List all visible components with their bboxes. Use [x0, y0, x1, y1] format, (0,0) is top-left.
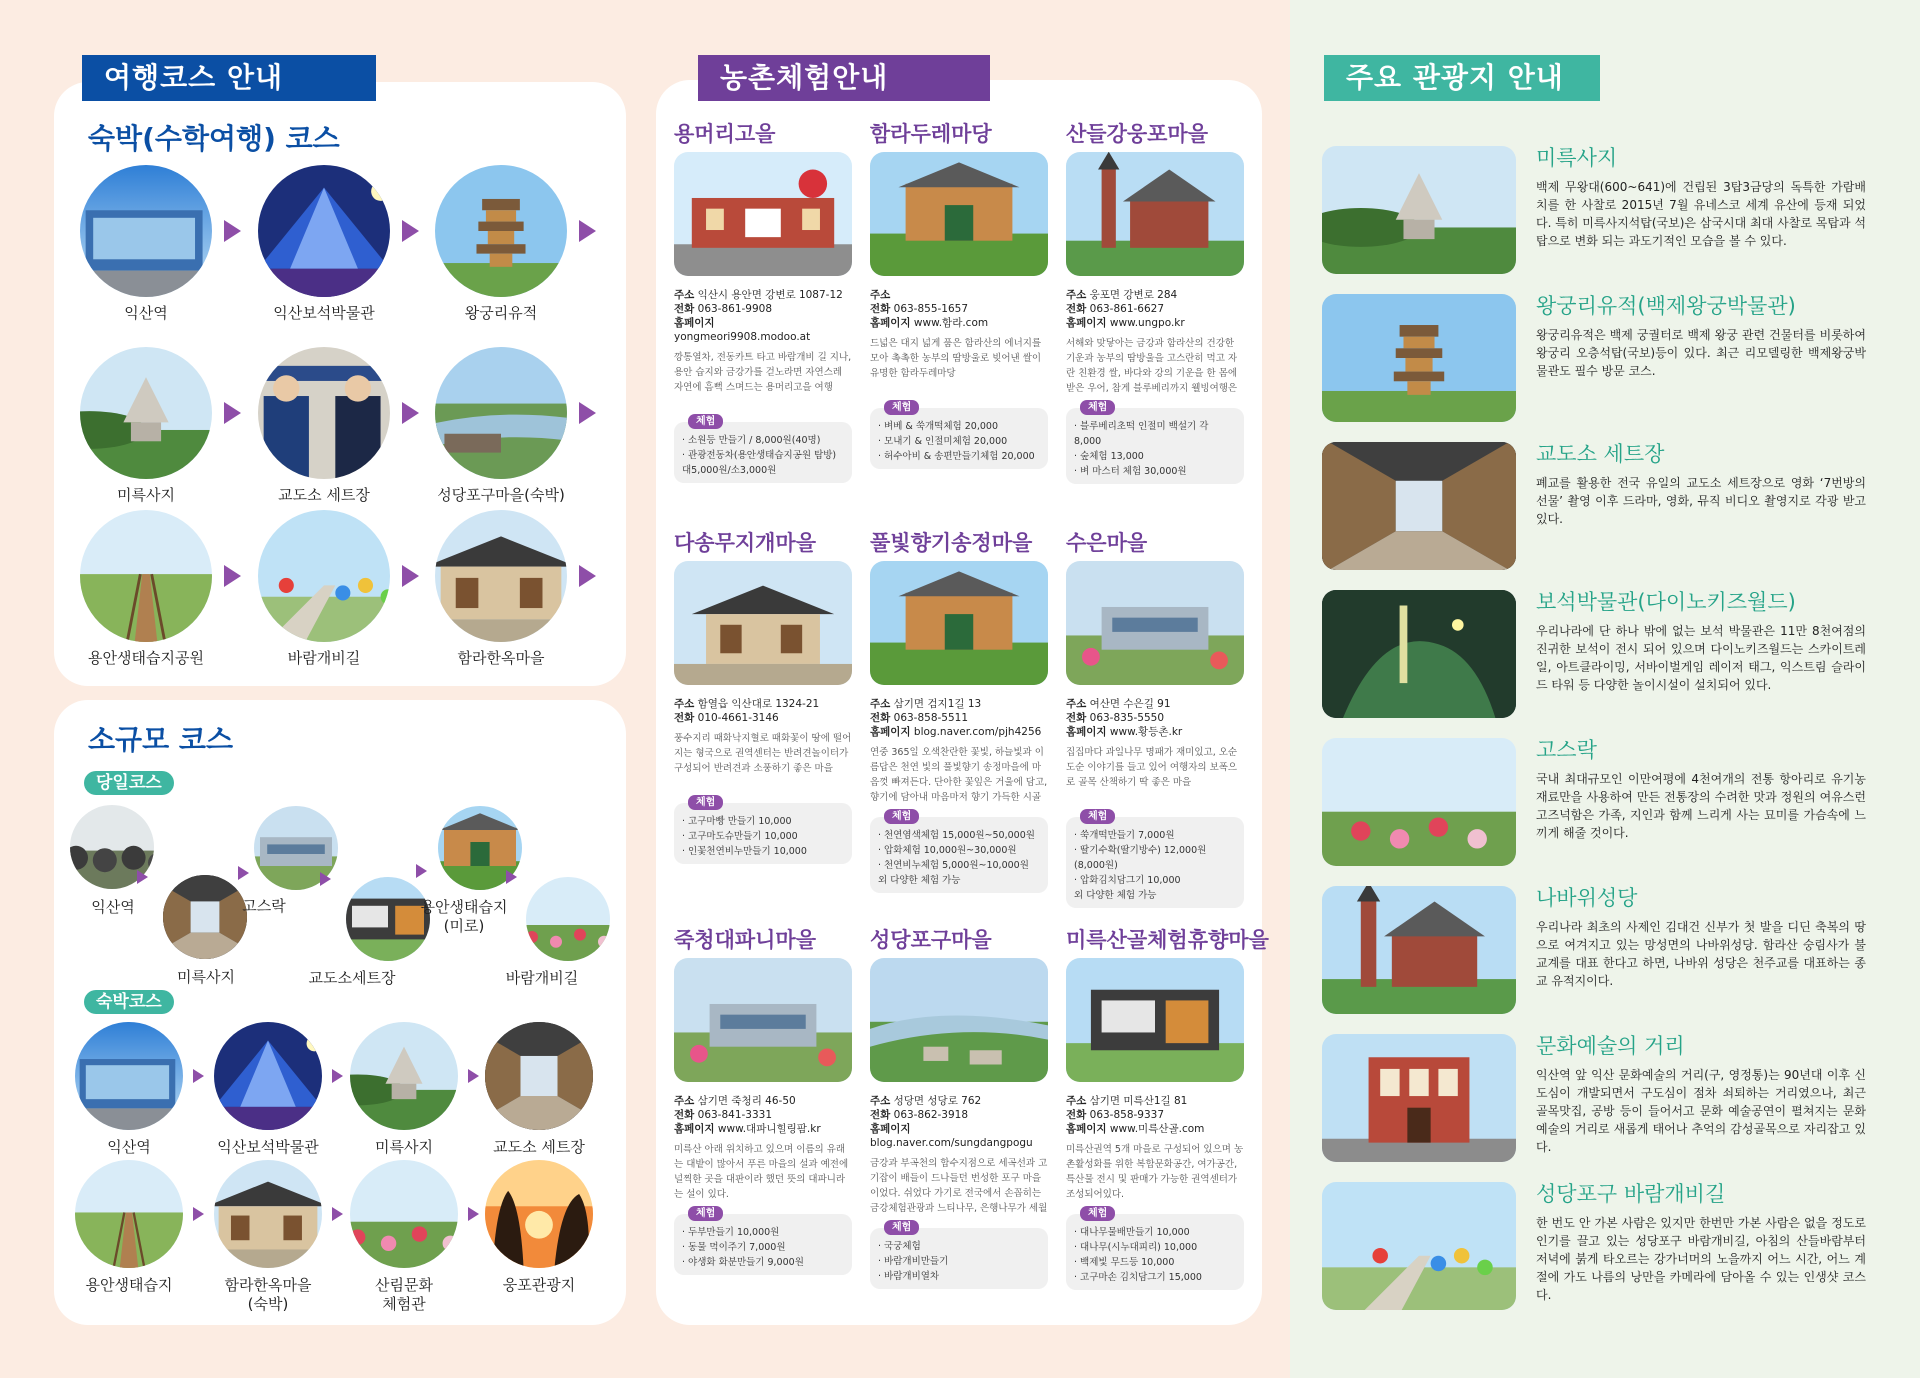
experience-item: · 인꽃천연비누만들기 10,000 [682, 846, 807, 857]
village-address: 주소 [870, 289, 891, 301]
village-website: 홈페이지 yongmeori9908.modoo.at [674, 317, 811, 343]
route-arrow [579, 402, 596, 424]
overnight-stop-7-photo [80, 510, 212, 642]
experience-item: · 벼 마스터 체험 30,000원 [1074, 466, 1187, 477]
route-arrow [320, 872, 331, 886]
village-card [1066, 120, 1244, 484]
course-section-title: 여행코스 안내 [82, 55, 376, 101]
village-website: 홈페이지 blog.naver.com/sungdangpogu [870, 1123, 1033, 1149]
experience-item: · 압화김치담그기 10,000 [1074, 875, 1181, 886]
route-arrow [224, 565, 241, 587]
experience-item: · 천연염색체험 15,000원~50,000원 [878, 830, 1035, 841]
stay-stop-6-photo [214, 1160, 322, 1268]
experience-item: · 야생화 화분만들기 9,000원 [682, 1257, 804, 1268]
route-arrow [224, 220, 241, 242]
village-card [674, 529, 852, 864]
village-info [674, 288, 852, 344]
village-info [870, 697, 1048, 739]
village-photo [1066, 958, 1244, 1082]
day-stop-6-label: 바람개비길 [505, 969, 579, 987]
sight-description: 폐교를 활용한 전국 유일의 교도소 세트장으로 영화 ‘7번방의 선물’ 촬영 이후 드라마, 영화, 뮤직 비디오 촬영지로 각광 받고 있다. [1536, 476, 1866, 526]
sight-name: 미륵사지 [1536, 146, 1618, 170]
village-phone: 전화 063-855-1657 [870, 303, 969, 315]
overnight-stop-2-photo [258, 165, 390, 297]
village-address: 주소 익산시 용안면 강변로 1087-12 [674, 289, 843, 301]
overnight-stop-4-photo [80, 347, 212, 479]
village-card [870, 926, 1048, 1289]
small-course-title: 소규모 코스 [88, 723, 233, 756]
sight-photo [1322, 442, 1516, 570]
village-name: 풀빛향기송정마을 [870, 531, 1033, 555]
stay-stop-1-label: 익산역 [107, 1138, 151, 1156]
village-description: 미륵산 아래 위치하고 있으며 이름의 유래는 대밭이 많아서 푸른 마을의 설과 예전에 널찍한 곳을 대판이라 했던 뜻의 대파니라는 설이 있다. [674, 1144, 849, 1200]
stay-stop-7-photo [350, 1160, 458, 1268]
route-arrow [579, 220, 596, 242]
village-name: 수은마을 [1066, 531, 1148, 555]
experience-item: · 대나무(시누대피리) 10,000 [1074, 1242, 1198, 1253]
village-card [674, 120, 852, 483]
village-phone: 전화 063-858-5511 [870, 712, 969, 724]
experience-tag: 체험 [688, 414, 723, 429]
experience-box [1066, 1208, 1244, 1290]
experience-item: · 백제빛 무드등 10,000 [1074, 1257, 1175, 1268]
village-website: 홈페이지 www.함라.com [870, 317, 989, 329]
village-description: 연중 365일 오색찬란한 꽃빛, 하늘빛과 이름답은 천연 빛의 풀빛향기 송정마을에 마음껏 빠져든다. 단아한 꽃잎은 거울에 담고, 향기에 담아내 마음마저 향기 가득한 시골 [870, 747, 1048, 803]
sight-photo [1322, 738, 1516, 866]
village-photo [870, 152, 1048, 276]
experience-item: · 숲체험 13,000 [1074, 451, 1144, 462]
sight-photo [1322, 1034, 1516, 1162]
overnight-stop-3-label: 왕궁리유적 [464, 304, 538, 322]
overnight-stop-1-photo [80, 165, 212, 297]
village-card [1066, 529, 1244, 908]
village-info [1066, 697, 1244, 739]
village-photo [1066, 152, 1244, 276]
sight-description: 익산역 앞 익산 문화예술의 거리(구, 영정통)는 90년대 이후 신도심이 개발되면서 구도심이 점차 쇠퇴하는 거리였으나, 최근 골목맛집, 공방 등이 들어서고 문화 예술공연이 펼쳐지는 문화예술의 거리로 새롭게 태어나 추억의 감성골목으로 자리잡고 있다. [1536, 1068, 1866, 1154]
stay-stop-5-photo [75, 1160, 183, 1268]
sight-item [1322, 146, 1902, 282]
overnight-stop-9-label: 함라한옥마을 [457, 649, 545, 667]
experience-box [870, 1222, 1048, 1289]
village-website: 홈페이지 www.황등촌.kr [1066, 726, 1183, 738]
village-name: 산들강웅포마을 [1066, 122, 1209, 146]
day-stop-6-photo [526, 877, 610, 961]
experience-box [1066, 402, 1244, 484]
village-phone: 전화 063-841-3331 [674, 1109, 773, 1121]
overnight-stop-8-label: 바람개비길 [287, 649, 361, 667]
experience-tag: 체험 [688, 1206, 723, 1221]
village-info [1066, 1094, 1244, 1136]
village-card [674, 926, 852, 1275]
village-photo [870, 958, 1048, 1082]
village-address: 주소 여산면 수은길 91 [1066, 698, 1171, 710]
experience-box [1066, 811, 1244, 908]
stay-stop-4-label: 교도소 세트장 [493, 1138, 585, 1156]
sight-description: 왕궁리유적은 백제 궁궐터로 백제 왕궁 관련 건물터를 비롯하여 왕궁리 오층석탑(국보)등이 있다. 최근 리모델링한 백제왕궁박물관도 필수 방문 코스. [1536, 328, 1866, 378]
stay-stop-8-photo [485, 1160, 593, 1268]
day-stop-2-label: 미륵사지 [177, 968, 235, 986]
village-address: 주소 삼기면 죽청리 46-50 [674, 1095, 796, 1107]
village-description: 드넓은 대지 넓게 품은 함라산의 에너지를 모아 촉촉한 농부의 땀방울로 빚어낸 쌀이 유명한 함라두레마당 [870, 338, 1042, 379]
sights-section-title: 주요 관광지 안내 [1324, 55, 1600, 101]
overnight-stop-6-photo [435, 347, 567, 479]
route-arrow [332, 1069, 343, 1083]
sight-name: 나바위성당 [1536, 886, 1638, 910]
day-stop-2-photo [163, 875, 247, 959]
sight-photo [1322, 294, 1516, 422]
village-description: 금강과 부곡천의 합수지점으로 세곡선과 고기잡이 배들이 드나들던 번성한 포구 마을이었다. 쉬었다 가기로 전국에서 손꼽히는 금강체험관광과 느티나무, 은행나무가 세월 [870, 1158, 1048, 1214]
experience-box [674, 416, 852, 483]
village-phone: 전화 063-862-3918 [870, 1109, 969, 1121]
village-info [870, 1094, 1048, 1150]
experience-item: · 딸기수확(딸기방수) 12,000원(8,000원) [1074, 845, 1207, 871]
experience-item: · 바람개비열차 [878, 1271, 940, 1282]
day-stop-3-label: 고스락 [242, 897, 286, 915]
village-name: 미륵산골체험휴향마을 [1066, 928, 1269, 952]
village-description: 풍수지리 때화낙지혈로 때화꽃이 땅에 떨어지는 형국으로 권역센터는 반려견놀이터가 구성되어 반려견과 소풍하기 좋은 마을 [674, 733, 852, 774]
route-arrow [468, 1069, 479, 1083]
experience-item: · 벼베 & 쑥개떡체험 20,000 [878, 421, 998, 432]
overnight-stop-6-label: 성당포구마을(숙박) [437, 486, 565, 504]
experience-item: · 고구마빵 만들기 10,000 [682, 816, 792, 827]
route-arrow [579, 565, 596, 587]
overnight-stop-8-photo [258, 510, 390, 642]
village-description: 깡통열차, 전동카트 타고 바람개비 길 지나, 용안 습지와 금강가를 걷노라면 자연스레 자연에 흠뻑 스며드는 용머리고을 여행 [674, 352, 852, 393]
overnight-stop-2-label: 익산보석박물관 [273, 304, 375, 322]
route-arrow [193, 1207, 204, 1221]
village-website: 홈페이지 www.대파니힐링팜.kr [674, 1123, 821, 1135]
day-course-pill: 당일코스 [84, 771, 174, 795]
village-address: 주소 삼기면 검지1길 13 [870, 698, 982, 710]
experience-tag: 체험 [688, 795, 723, 810]
village-address: 주소 함열읍 익산대로 1324-21 [674, 698, 820, 710]
sight-photo [1322, 1182, 1516, 1310]
village-phone: 전화 010-4661-3146 [674, 712, 779, 724]
route-arrow [468, 1207, 479, 1221]
overnight-stop-4-label: 미륵사지 [117, 486, 175, 504]
sight-item [1322, 886, 1902, 1022]
sight-description: 한 번도 안 가본 사람은 있지만 한번만 가본 사람은 없을 정도로 인기를 끌고 있는 성당포구 바람개비길, 아침의 산들바람부터 저녁에 붉게 타오르는 강가너머의 노을까지 어느 시간, 어느 계절에 가도 나름의 낭만을 카메라에 담아올 수 있는 인생샷 코스다. [1536, 1216, 1866, 1302]
village-address: 주소 웅포면 강변로 284 [1066, 289, 1178, 301]
village-phone: 전화 063-835-5550 [1066, 712, 1165, 724]
stay-stop-3-photo [350, 1022, 458, 1130]
sight-photo [1322, 146, 1516, 274]
route-arrow [416, 864, 427, 878]
overnight-course-title: 숙박(수학여행) 코스 [88, 122, 340, 155]
experience-box [870, 402, 1048, 469]
experience-item: · 동물 먹이주기 7,000원 [682, 1242, 786, 1253]
route-arrow [238, 866, 249, 880]
route-arrow [402, 402, 419, 424]
sight-name: 왕궁리유적(백제왕궁박물관) [1536, 294, 1796, 318]
experience-item: · 천연비누체험 5,000원~10,000원 [878, 860, 1029, 871]
village-phone: 전화 063-861-9908 [674, 303, 773, 315]
experience-item: · 모내기 & 인절미체험 20,000 [878, 436, 1008, 447]
experience-box [870, 811, 1048, 893]
experience-item: · 두부만들기 10,000원 [682, 1227, 780, 1238]
overnight-stop-5-photo [258, 347, 390, 479]
experience-item: · 대나무물배만들기 10,000 [1074, 1227, 1190, 1238]
village-website: 홈페이지 www.ungpo.kr [1066, 317, 1185, 329]
experience-item: · 압화체험 10,000원~30,000원 [878, 845, 1017, 856]
stay-stop-3-label: 미륵사지 [375, 1138, 433, 1156]
stay-stop-7-label: 산림문화 체험관 [375, 1276, 433, 1313]
overnight-stop-3-photo [435, 165, 567, 297]
experience-item: · 국궁체험 [878, 1241, 921, 1252]
village-address: 주소 성당면 성당로 762 [870, 1095, 982, 1107]
route-arrow [506, 870, 517, 884]
village-card [1066, 926, 1269, 1290]
experience-box [674, 797, 852, 864]
experience-item: · 고구마손 김치담그기 15,000 [1074, 1272, 1202, 1283]
experience-item: · 고구마도슈만들기 10,000 [682, 831, 798, 842]
sight-description: 백제 무왕대(600~641)에 건립된 3탑3금당의 독특한 가람배치를 한 사찰로 2015년 7월 유네스코 세계 유산에 등재 되었다. 특히 미륵사지석탑(국보)은 삼국시대 최대 사찰로 목탑과 석탑으로 변화 되는 과도기적인 모습을 볼 수 있다. [1536, 180, 1866, 248]
experience-item: · 바람개비만들기 [878, 1256, 949, 1267]
route-arrow [332, 1207, 343, 1221]
sight-photo [1322, 590, 1516, 718]
stay-course-pill: 숙박코스 [84, 990, 174, 1014]
village-photo [674, 561, 852, 685]
route-arrow [193, 1069, 204, 1083]
village-info [1066, 288, 1244, 330]
village-phone: 전화 063-858-9337 [1066, 1109, 1165, 1121]
stay-stop-2-photo [214, 1022, 322, 1130]
village-card [870, 529, 1048, 893]
experience-item: · 소원등 만들기 / 8,000원(40명) [682, 435, 821, 446]
stay-stop-2-label: 익산보석박물관 [217, 1138, 319, 1156]
village-address: 주소 삼기면 미륵산1길 81 [1066, 1095, 1188, 1107]
sight-item [1322, 590, 1902, 726]
village-card [870, 120, 1048, 469]
sight-name: 보석박물관(다이노키즈월드) [1536, 590, 1796, 614]
village-phone: 전화 063-861-6627 [1066, 303, 1165, 315]
sight-item [1322, 738, 1902, 874]
stay-stop-5-label: 용안생태습지 [85, 1276, 173, 1294]
stay-stop-6-label: 함라한옥마을 (숙박) [224, 1276, 312, 1313]
day-stop-5-label: 용안생태습지 (미로) [420, 898, 508, 935]
sight-description: 국내 최대규모인 이만여평에 4천여개의 전통 항아리로 유기농 재료만을 사용하여 만든 전통장의 수려한 맛과 정원의 여유스런 고즈넉함은 가족, 지인과 함께 느리게 사는 묘미를 가슴속에 느끼게 해줄 것이다. [1536, 772, 1866, 840]
village-description: 미륵산권역 5개 마을로 구성되어 있으며 농촌활성화를 위한 복합문화공간, 여가공간, 특산물 전시 및 판매가 가능한 권역센터가 조성되어있다. [1066, 1144, 1244, 1200]
sight-item [1322, 1034, 1902, 1170]
sight-name: 고스락 [1536, 738, 1597, 762]
sight-description: 우리나라에 단 하나 밖에 없는 보석 박물관은 11만 8천여점의 진귀한 보석이 전시 되어 있으며 다이노키즈월드는 스카이트레일, 아트클라이밍, 서바이벌게임 레이저 태그, 익스트림 슬라이드 타워 등 다양한 놀이시설이 설치되어 있다. [1536, 624, 1866, 692]
village-name: 함라두레마당 [870, 122, 992, 146]
experience-item: 외 다양한 체험 가능 [878, 875, 961, 886]
village-name: 성당포구마을 [870, 928, 992, 952]
village-name: 다송무지개마을 [674, 531, 817, 555]
village-website: 홈페이지 blog.naver.com/pjh4256 [870, 726, 1042, 738]
experience-tag: 체험 [1080, 809, 1115, 824]
experience-box [674, 1208, 852, 1275]
experience-item: · 허수아비 & 송편만들기체험 20,000 [878, 451, 1035, 462]
experience-item: · 블루베리초떡 인절미 백설기 각 8,000 [1074, 421, 1209, 447]
experience-item: · 관광전동차(용안생태습지공원 탐방) [682, 450, 837, 461]
village-info [674, 1094, 852, 1136]
experience-item: 대5,000원/소3,000원 [682, 465, 777, 476]
sight-photo [1322, 886, 1516, 1014]
experience-item: · 쑥개떡만들기 7,000원 [1074, 830, 1175, 841]
sight-description: 우리나라 최초의 사제인 김대건 신부가 첫 발을 디딘 축복의 땅으로 여겨지고 있는 망성면의 나바위성당. 함라산 숭림사가 불교계를 대표 한다고 하면, 나바위 성당은 천주교를 대표하는 종교 유적지이다. [1536, 920, 1866, 988]
route-arrow [402, 565, 419, 587]
village-description: 집집마다 과일나무 명패가 재미있고, 오순도순 이야기를 들고 있어 여행자의 보폭으로 골목 산책하기 딱 좋은 마을 [1066, 747, 1238, 788]
sight-name: 교도소 세트장 [1536, 442, 1665, 466]
sight-item [1322, 294, 1902, 430]
overnight-stop-9-photo [435, 510, 567, 642]
sight-item [1322, 1182, 1902, 1318]
experience-tag: 체험 [1080, 400, 1115, 415]
village-name: 용머리고을 [674, 122, 776, 146]
farm-section-title: 농촌체험안내 [698, 55, 990, 101]
village-photo [674, 958, 852, 1082]
village-name: 죽청대파니마을 [674, 928, 817, 952]
experience-tag: 체험 [1080, 1206, 1115, 1221]
route-arrow [224, 402, 241, 424]
village-photo [674, 152, 852, 276]
experience-tag: 체험 [884, 1220, 919, 1235]
village-info [674, 697, 852, 725]
village-info [870, 288, 1048, 330]
village-website: 홈페이지 www.미륵산골.com [1066, 1123, 1205, 1135]
village-photo [870, 561, 1048, 685]
experience-item: 외 다양한 체험 가능 [1074, 890, 1157, 901]
stay-stop-4-photo [485, 1022, 593, 1130]
village-description: 서해와 맞닿아는 금강과 함라산의 건강한 기운과 농부의 땀방울을 고스란히 먹고 자란 친환경 쌀, 바다와 강의 기운을 한 몸에 받은 우어, 참게 블루베리까지 웰빙여행은 [1066, 338, 1238, 394]
overnight-stop-1-label: 익산역 [124, 304, 168, 322]
route-arrow [137, 870, 148, 884]
overnight-stop-5-label: 교도소 세트장 [278, 486, 370, 504]
experience-tag: 체험 [884, 809, 919, 824]
overnight-stop-7-label: 용안생태습지공원 [88, 649, 204, 667]
village-photo [1066, 561, 1244, 685]
sight-name: 성당포구 바람개비길 [1536, 1182, 1726, 1206]
sight-name: 문화예술의 거리 [1536, 1034, 1685, 1058]
stay-stop-1-photo [75, 1022, 183, 1130]
stay-stop-8-label: 웅포관광지 [502, 1276, 576, 1294]
day-stop-1-label: 익산역 [91, 898, 135, 916]
experience-tag: 체험 [884, 400, 919, 415]
sight-item [1322, 442, 1902, 578]
route-arrow [402, 220, 419, 242]
day-stop-4-label: 교도소세트장 [308, 969, 396, 987]
